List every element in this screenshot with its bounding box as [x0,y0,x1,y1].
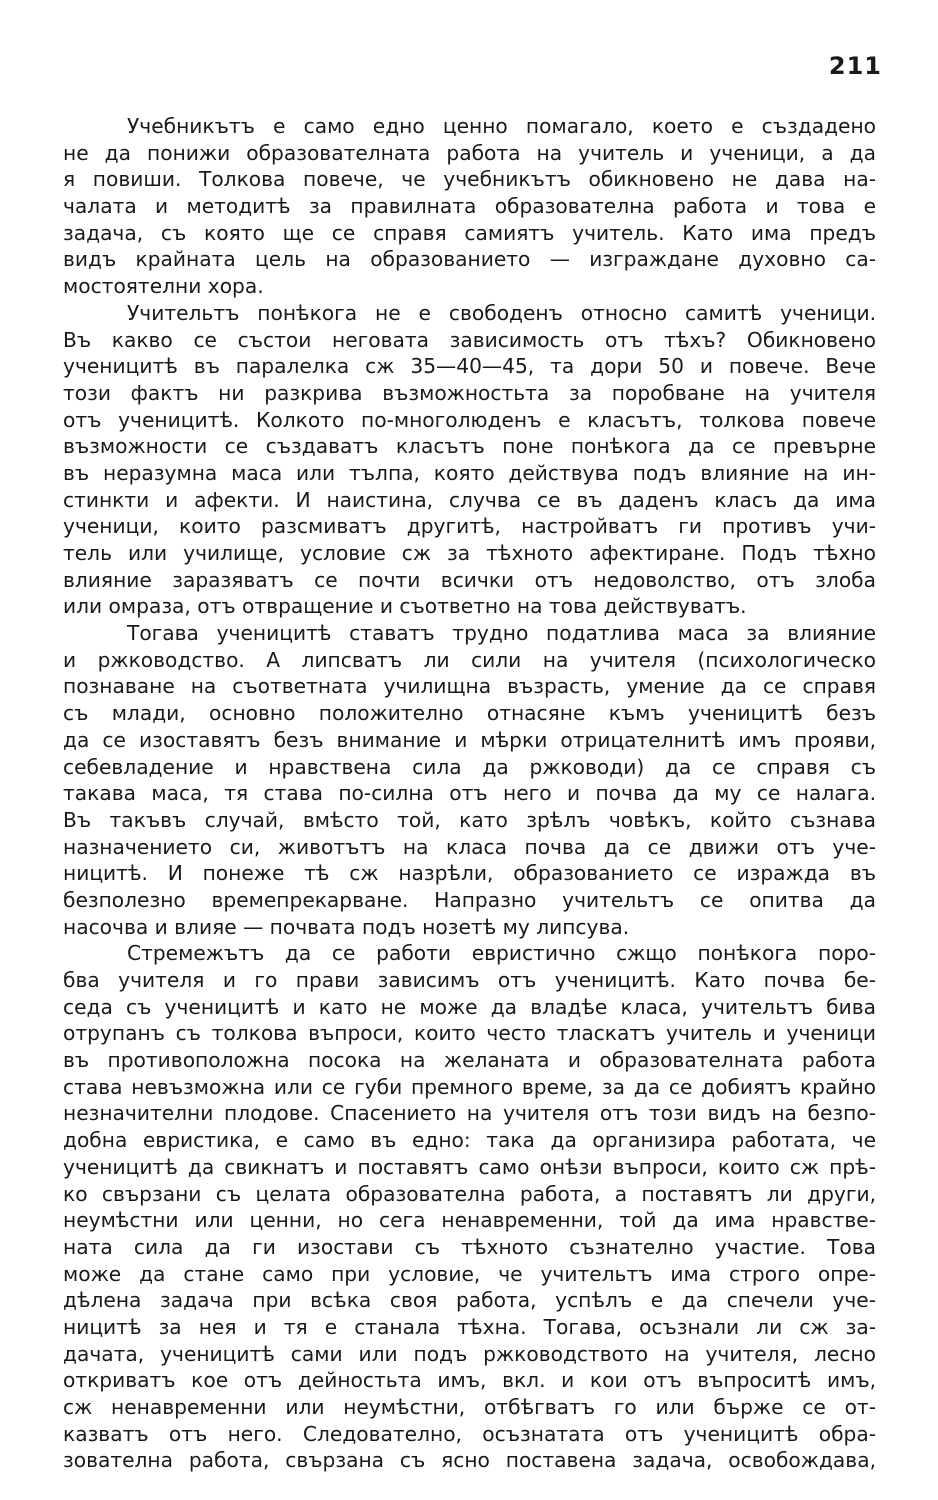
text-line: стинкти и афекти. И наистина, случва се въ даденъ класъ да има [63,487,876,512]
text-line: става невъзможна или се губи премного време, за да се добиятъ крайно [63,1074,876,1099]
text-line: сж ненавременни или неумѣстни, отбѣгватъ го или бърже се от- [63,1395,876,1419]
text-line: ученицитѣ въ паралелка сж 35—40—45, та дори 50 и повече. Вече [63,354,876,379]
text-line: Учебникътъ е само едно ценно помагало, което е създадено [127,114,876,138]
text-line: Тогава ученицитѣ ставатъ трудно податлива маса за влияние [127,621,876,646]
text-line: незначителни плодове. Спасението на учителя отъ този видъ на безпо- [63,1101,876,1126]
text-line: насочва и влияе — почвата подъ нозетѣ му липсува. [63,914,630,939]
text-line: възможности се създаватъ класътъ поне понѣкога да се превърне [63,434,876,459]
text-line: ко свързани съ целата образователна работа, а поставятъ ли други, [63,1181,876,1206]
text-line: я повиши. Толкова повече, че учебникътъ обикновено не дава на- [63,167,876,192]
text-line: въ противоположна посока на желаната и образователната работа [63,1048,876,1073]
text-line: безполезно времепрекарване. Напразно учительтъ се опитва да [63,887,876,912]
text-line: Въ такъвъ случай, вмѣсто той, като зрѣлъ човѣкъ, който съзнава [63,807,876,832]
text-line: себевладение и нравствена сила да ржководи) да се справя съ [63,754,876,779]
text-line: мостоятелни хора. [63,274,264,299]
text-line: или омраза, отъ отвращение и съответно на това действуватъ. [63,594,747,619]
text-line: откриватъ кое отъ дейностьта имъ, вкл. и кои отъ въпроситѣ имъ, [63,1368,876,1393]
text-line: седа съ ученицитѣ и като не може да владѣе класа, учительтъ бива [63,994,876,1019]
body-text [63,113,876,1474]
text-line: зователна работа, свързана съ ясно поставена задача, освобождава, [63,1448,876,1473]
text-line: назначението си, животътъ на класа почва да се движи отъ уче- [63,834,876,859]
text-line: ната сила да ги изостави съ тѣхното съзнателно участие. Това [63,1234,876,1259]
text-line: Въ какво се състои неговата зависимость отъ тѣхъ? Обикновено [63,327,876,352]
text-line: бва учителя и го прави зависимъ отъ ученицитѣ. Като почва бе- [63,968,876,992]
text-line: казватъ отъ него. Следователно, осъзнатата отъ ученицитѣ обра- [63,1421,876,1446]
text-line: дѣлена задача при всѣка своя работа, успѣлъ е да спечели уче- [63,1288,876,1313]
page-number: 211 [828,52,882,80]
text-line: да се изоставятъ безъ внимание и мѣрки отрицателнитѣ имъ прояви, [63,727,876,752]
text-line: ученици, които разсмиватъ другитѣ, настройватъ ги противъ учи- [63,514,876,539]
text-line: Учительтъ понѣкога не е свободенъ относно самитѣ ученици. [127,300,876,325]
text-line: отрупанъ съ толкова въпроси, които често тласкатъ учитель и ученици [63,1021,876,1046]
text-line: този фактъ ни разкрива възможностьта за поробване на учителя [63,380,876,405]
text-line: влияние заразяватъ се почти всички отъ недоволство, отъ злоба [63,567,876,592]
text-line: добна евристика, е само въ едно: така да организира работата, че [63,1128,876,1153]
text-line: и ржководство. А липсватъ ли сили на учителя (психологическо [63,647,876,672]
text-line: дачата, ученицитѣ сами или подъ ржководството на учителя, лесно [63,1341,876,1366]
text-line: чалата и методитѣ за правилната образователна работа и това е [63,194,876,219]
text-line: такава маса, тя става по-силна отъ него и почва да му се налага. [63,781,876,806]
text-line: ницитѣ за нея и тя е станала тѣхна. Тогава, осъзнали ли сж за- [63,1314,876,1339]
text-line: задача, съ която ще се справя самиятъ учитель. Като има предъ [63,220,876,245]
text-line: Стремежътъ да се работи евристично сжщо понѣкога поро- [127,941,876,966]
text-line: не да понижи образователната работа на учитель и ученици, а да [63,140,876,165]
text-line: отъ ученицитѣ. Колкото по-многолюденъ е класътъ, толкова повече [63,407,876,432]
text-line: ученицитѣ да свикнатъ и поставятъ само онѣзи въпроси, които сж прѣ- [63,1154,876,1179]
text-line: съ млади, основно положително отнасяне къмъ ученицитѣ безъ [63,701,876,726]
text-line: въ неразумна маса или тълпа, която действува подъ влияние на ин- [63,460,876,485]
text-line: познаване на съответната училищна възрасть, умение да се справя [63,674,876,699]
text-line: може да стане само при условие, че учительтъ има строго опре- [63,1261,876,1286]
text-line: ницитѣ. И понеже тѣ сж назрѣли, образованието се изражда въ [63,861,876,886]
text-line: тель или училище, условие сж за тѣхното афектиране. Подъ тѣхно [63,541,876,565]
text-line: неумѣстни или ценни, но сега ненавременни, той да има нравстве- [63,1208,876,1233]
text-line: видъ крайната цель на образованието — изграждане духовно са- [63,247,876,272]
